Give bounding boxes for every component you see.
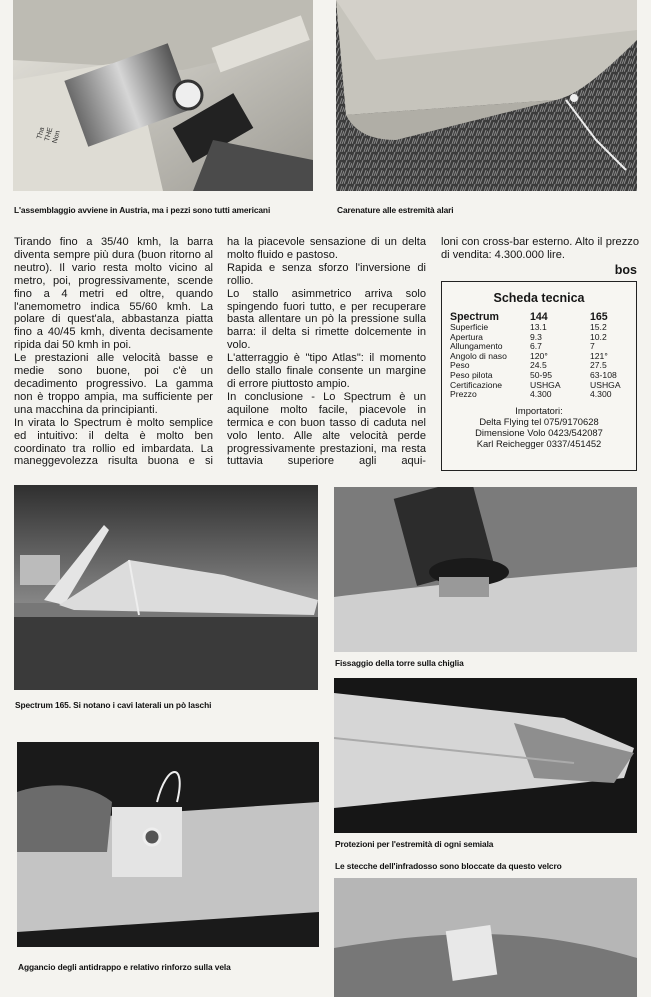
photo-semiala-graphic	[334, 678, 637, 833]
photo-semiala-protection	[334, 678, 637, 833]
caption-antidrappo: Aggancio degli antidrappo e relativo rinforzo sulla vela	[18, 962, 231, 972]
row-label: Allungamento	[450, 341, 503, 352]
importers	[442, 405, 636, 449]
paragraph: In virata lo Spectrum è molto semplice ed intuitivo: il delta è molto ben coordinato tra rollio ed imbardata. La maneggevolezza risulta buona e si	[14, 416, 213, 468]
photo-velcro-battens	[334, 878, 637, 997]
photo-antidrappo-hook	[17, 742, 319, 947]
cell-144: 6.7	[530, 341, 542, 352]
row-label: Angolo di naso	[450, 350, 507, 361]
importer-line: Dimensione Volo 0423/542087	[475, 426, 603, 438]
photo-wingtip-fairings	[336, 0, 637, 191]
cell-165: USHGA	[590, 379, 621, 390]
cell-165: 4.300	[590, 389, 612, 400]
photo-tower-graphic	[334, 487, 637, 652]
caption-fairings: Carenature alle estremità alari	[337, 205, 454, 215]
header-cell: 144	[530, 311, 548, 323]
cell-144: 24.5	[530, 360, 547, 371]
photo-spectrum-165	[14, 485, 318, 690]
paragraph: In conclusione - Lo Spectrum è un aquilone molto facile, piacevole in termica e con buon tasso di caduta nel volo lento. Alle alte velocità perde progressivamente prestazioni, ma resta tuttavia superiore agli aqui-	[227, 390, 426, 468]
photo-velcro-graphic	[334, 878, 637, 997]
row-label: Apertura	[450, 331, 483, 342]
paragraph: Rapida e senza sforzo l'inversione di rollio.	[227, 261, 426, 287]
sail-lettering: Tha THE Non	[36, 126, 62, 145]
spec-table-box	[441, 281, 637, 471]
caption-tower: Fissaggio della torre sulla chiglia	[335, 658, 464, 668]
article-column-2	[227, 236, 426, 468]
importer-line: Delta Flying tel 075/9170628	[479, 415, 599, 427]
photo-fairings-graphic	[336, 0, 637, 191]
cell-144: 4.300	[530, 389, 552, 400]
cell-165: 7	[590, 341, 595, 352]
table-row	[450, 390, 633, 400]
caption-battens: Le stecche dell'infradosso sono bloccate da questo velcro	[335, 861, 562, 871]
importers-label: Importatori:	[515, 404, 563, 416]
row-label: Certificazione	[450, 379, 503, 390]
row-label: Prezzo	[450, 389, 477, 400]
cell-144: 13.1	[530, 322, 547, 332]
row-label: Peso pilota	[450, 369, 493, 380]
spec-table	[450, 311, 633, 400]
paragraph: loni con cross-bar esterno. Alto il prezzo di vendita: 4.300.000 lire.	[441, 236, 639, 261]
photo-antidrappo-graphic	[17, 742, 319, 947]
header-cell: 165	[590, 311, 608, 323]
paragraph: ha la piacevole sensazione di un delta molto fluido e pastoso.	[227, 236, 426, 261]
cell-165: 15.2	[590, 322, 607, 332]
cell-165: 63-108	[590, 369, 617, 380]
cell-144: 9.3	[530, 331, 542, 342]
article-column-3	[441, 236, 639, 262]
row-label: Superficie	[450, 322, 489, 332]
cell-144: 120°	[530, 350, 548, 361]
row-label: Peso	[450, 360, 470, 371]
caption-tips: Protezioni per l'estremità di ogni semiala	[335, 839, 494, 849]
photo-assembly-graphic	[13, 0, 313, 191]
cell-165: 27.5	[590, 360, 607, 371]
photo-spectrum-graphic	[14, 485, 318, 690]
importer-line: Karl Reichegger 0337/451452	[476, 437, 602, 449]
paragraph: Tirando fino a 35/40 kmh, la barra diventa sempre più dura (buon ritorno al neutro). Il vario resta molto vicino al metro, poi, progressivamente, scende fino a 4 metri ed oltre, quando l'anemometro indica 55/60 kmh. La polare di quest'ala, abbastanza piatta fino a 40/45 kmh, diventa decisamente ripida dai 50 kmh in poi.	[14, 236, 213, 352]
photo-assembly-joint	[13, 0, 313, 191]
cell-144: 50-95	[530, 369, 552, 380]
paragraph: Lo stallo asimmetrico arriva solo spingendo fuori tutto, e per recuperare basta allentare un pò la pressione sulla barra: il delta si rimette dolcemente in volo.	[227, 287, 426, 352]
cell-144: USHGA	[530, 379, 561, 390]
cell-165: 10.2	[590, 331, 607, 342]
paragraph: Le prestazioni alle velocità basse e medie sono buone, poi c'è un decadimento progressivo. La gamma non è troppo ampia, ma sufficiente per una macchina da principianti.	[14, 352, 213, 416]
caption-spectrum: Spectrum 165. Si notano i cavi laterali un pò laschi	[15, 700, 212, 710]
cell-165: 121°	[590, 350, 608, 361]
author-signature: bos	[614, 263, 637, 277]
photo-tower-keel	[334, 487, 637, 652]
spec-table-title: Scheda tecnica	[493, 291, 585, 305]
article-column-1	[14, 236, 213, 468]
caption-assembly: L'assemblaggio avviene in Austria, ma i pezzi sono tutti americani	[14, 205, 271, 215]
header-cell: Spectrum	[450, 311, 499, 323]
paragraph: L'atterraggio è "tipo Atlas": il momento dello stallo finale consente un margine di errore piuttosto ampio.	[227, 352, 426, 390]
